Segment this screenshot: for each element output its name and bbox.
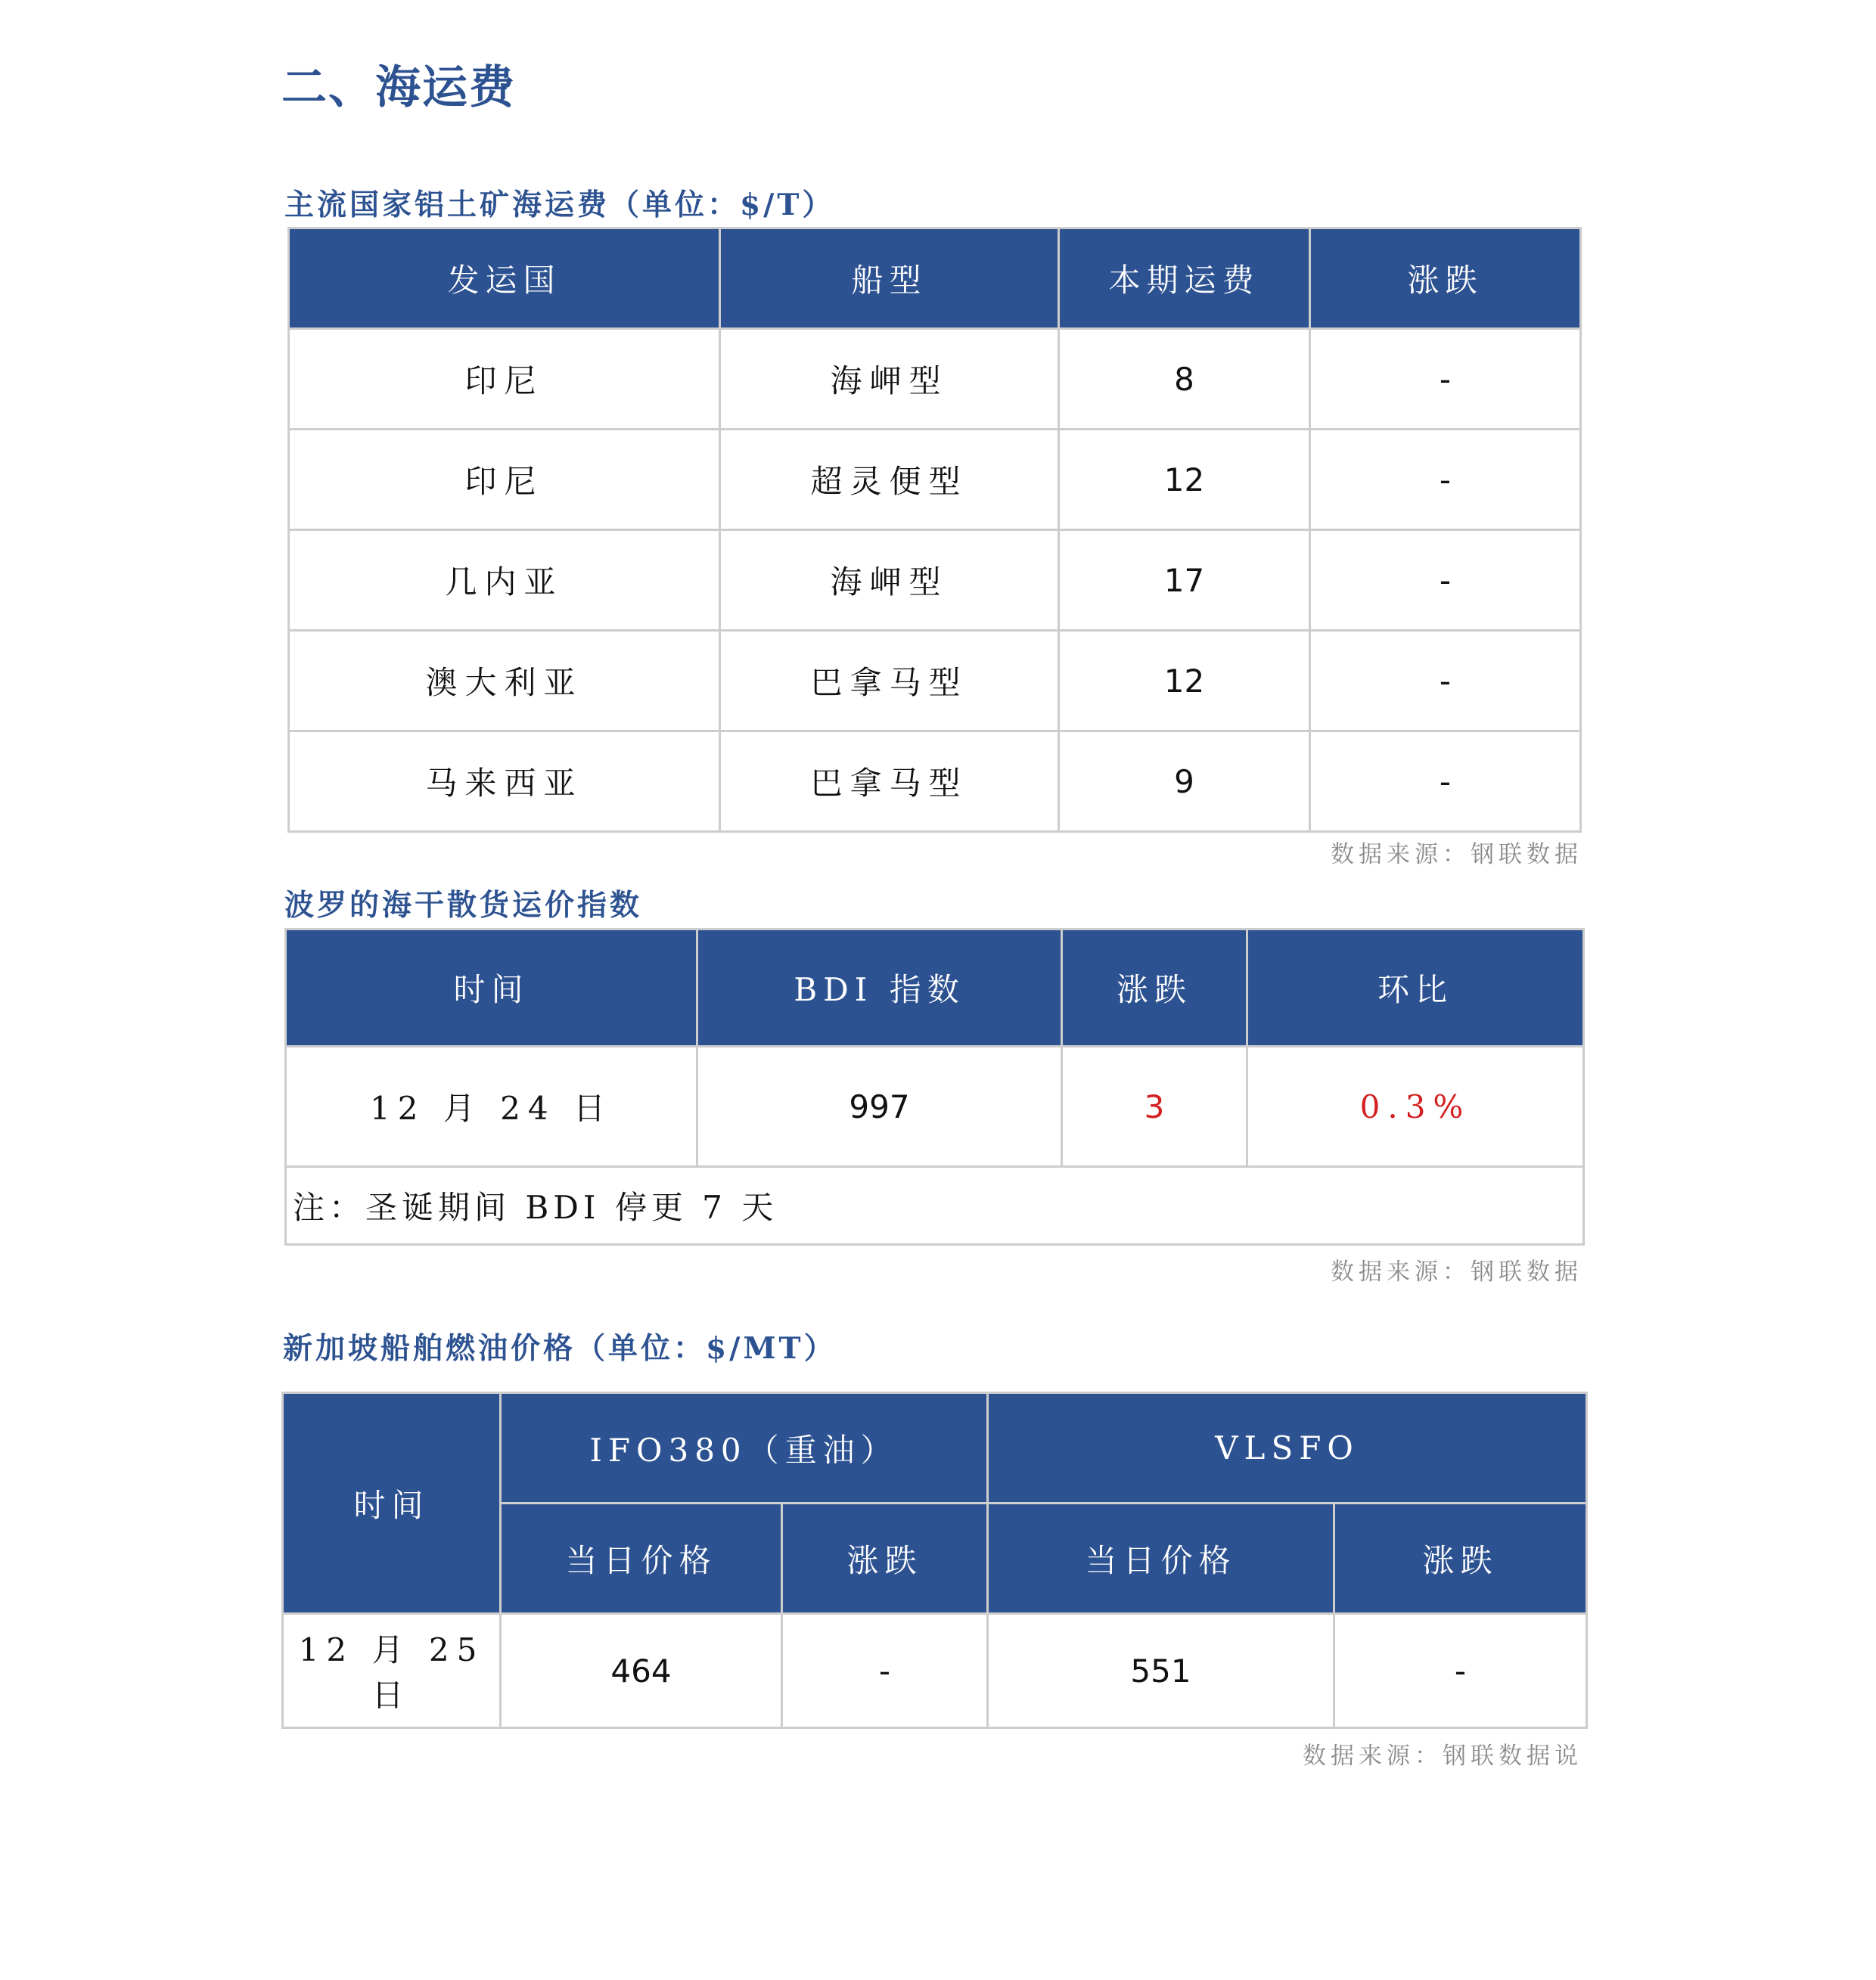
bdi-table [284,928,1585,1246]
table-row [289,631,1581,731]
table-row [289,329,1581,430]
vlsfo-change-cell: - [1334,1614,1587,1728]
table-row [289,731,1581,832]
origin-cell: 澳大利亚 [289,631,720,731]
note-row [286,1167,1584,1245]
freight-cell: 8 [1059,329,1310,430]
col-header-vessel-type: 船型 [720,228,1059,329]
bdi-table-caption: 波罗的海干散货运价指数 [284,888,643,923]
date-cell: 12 月 24 日 [286,1047,697,1167]
change-cell: - [1310,731,1581,832]
col-header-date: 时间 [286,929,697,1047]
freight-cell: 12 [1059,430,1310,530]
change-cell: - [1310,530,1581,631]
col-header-origin: 发运国 [289,228,720,329]
ifo-price-cell: 464 [501,1614,782,1728]
change-cell: - [1310,430,1581,530]
vessel-type-cell: 巴拿马型 [720,631,1059,731]
bunker-table-caption: 新加坡船舶燃油价格（单位：$/MT） [283,1331,837,1366]
origin-cell: 印尼 [289,329,720,430]
header-row [283,1393,1587,1504]
col-header-freight: 本期运费 [1059,228,1310,329]
bauxite-freight-table [287,227,1582,833]
bdi-value-cell: 997 [697,1047,1062,1167]
data-source-note: 数据来源：钢联数据 [1331,841,1582,868]
vessel-type-cell: 超灵便型 [720,430,1059,530]
origin-cell: 几内亚 [289,530,720,631]
freight-cell: 9 [1059,731,1310,832]
table-row [289,430,1581,530]
col-group-vlsfo: VLSFO [988,1393,1587,1504]
date-cell: 12 月 25 日 [283,1614,501,1728]
bunker-fuel-table [281,1392,1588,1729]
bdi-note: 注：圣诞期间 BDI 停更 7 天 [286,1167,1584,1245]
col-header-change: 涨跌 [1310,228,1581,329]
col-header-bdi: BDI 指数 [697,929,1062,1047]
col-group-ifo380: IFO380（重油） [501,1393,988,1504]
ifo-change-cell: - [782,1614,988,1728]
freight-cell: 17 [1059,530,1310,631]
header-row [289,228,1581,329]
vessel-type-cell: 海岬型 [720,329,1059,430]
col-header-vlsfo-price: 当日价格 [988,1504,1334,1614]
col-header-date: 时间 [283,1393,501,1614]
vessel-type-cell: 巴拿马型 [720,731,1059,832]
origin-cell: 印尼 [289,430,720,530]
page-title: 二、海运费 [281,61,516,114]
change-cell: - [1310,329,1581,430]
header-row [286,929,1584,1047]
freight-cell: 12 [1059,631,1310,731]
data-source-note: 数据来源：钢联数据说 [1303,1743,1582,1770]
change-cell: 3 [1062,1047,1247,1167]
table-row [283,1614,1587,1728]
col-header-ifo-change: 涨跌 [782,1504,988,1614]
col-header-ifo-price: 当日价格 [501,1504,782,1614]
data-source-note: 数据来源：钢联数据 [1331,1258,1582,1286]
vessel-type-cell: 海岬型 [720,530,1059,631]
table-row [286,1047,1584,1167]
col-header-mom: 环比 [1247,929,1584,1047]
change-cell: - [1310,631,1581,731]
col-header-vlsfo-change: 涨跌 [1334,1504,1587,1614]
origin-cell: 马来西亚 [289,731,720,832]
vlsfo-price-cell: 551 [988,1614,1334,1728]
mom-cell: 0.3% [1247,1047,1584,1167]
table-row [289,530,1581,631]
freight-table-caption: 主流国家铝土矿海运费（单位：$/T） [284,188,835,222]
col-header-change: 涨跌 [1062,929,1247,1047]
